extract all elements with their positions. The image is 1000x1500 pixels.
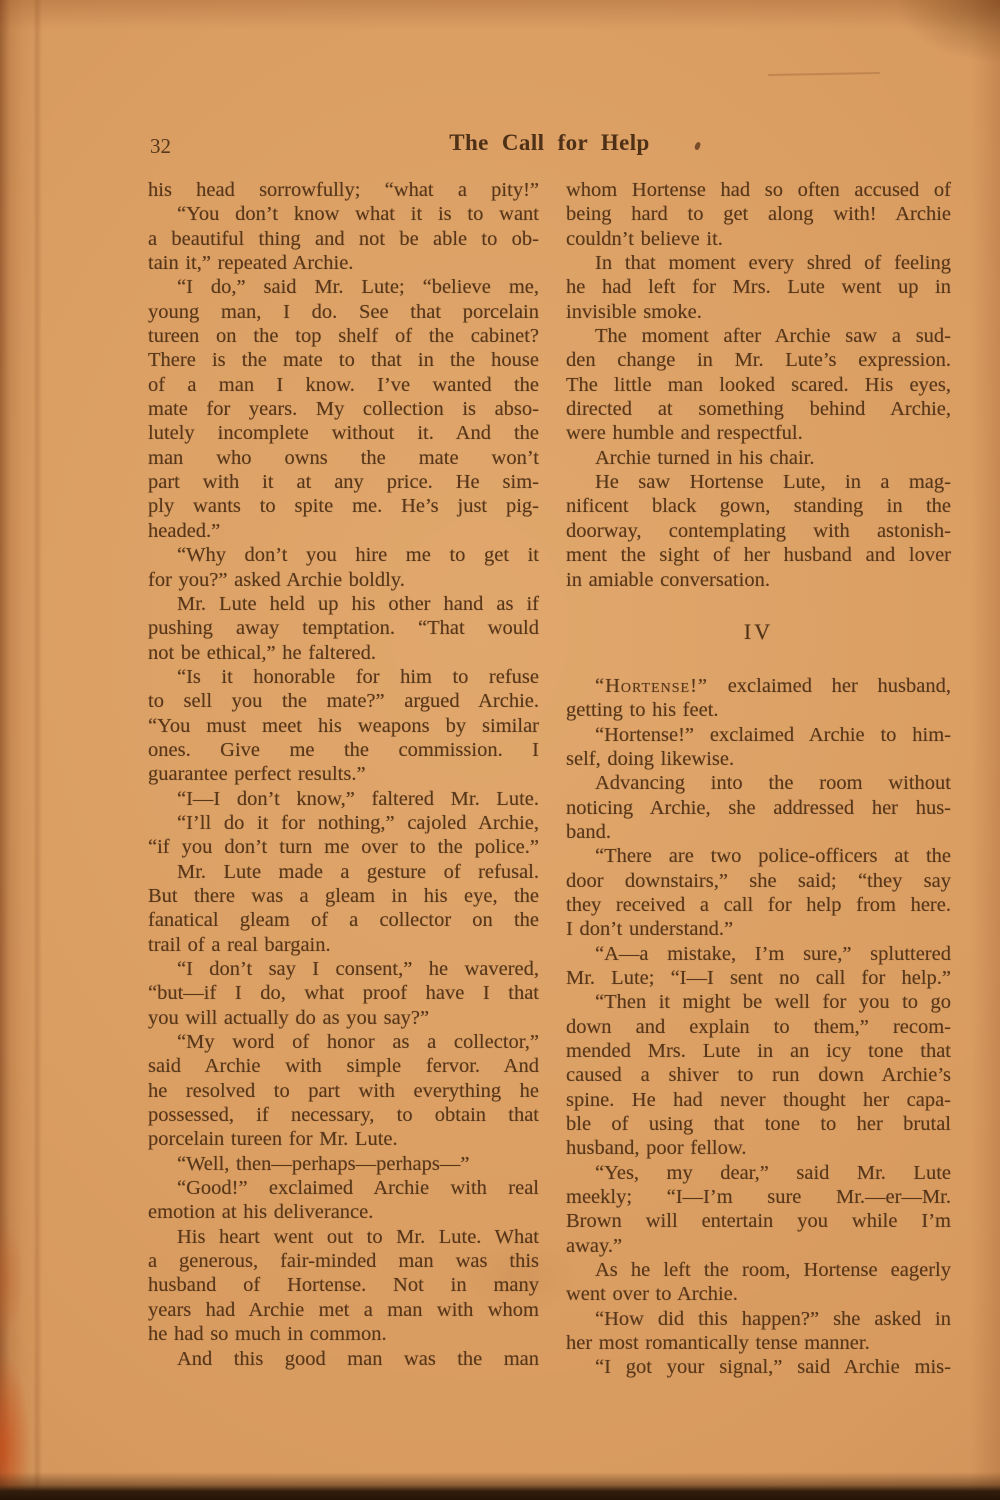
text-line: for you?” asked Archie boldly.: [148, 568, 405, 591]
right-column-bottom: [566, 674, 951, 1380]
text-line: caused a shiver to run down Archie’s: [566, 1064, 951, 1087]
text-line: emotion at his deliverance.: [148, 1201, 374, 1224]
text-line: ones. Give me the commission. I: [148, 738, 539, 761]
text-line: her most romantically tense manner.: [566, 1332, 870, 1355]
paragraph: [566, 723, 951, 772]
text-line: “I—I don’t know,” faltered Mr. Lute.: [177, 787, 539, 810]
text-line: they received a call for help from here.: [566, 893, 951, 916]
paragraph: [566, 674, 951, 723]
text-line: lutely incomplete without it. And the: [148, 422, 539, 445]
paragraph: [566, 1355, 951, 1379]
text-line: band.: [566, 820, 611, 843]
text-line: were humble and respectful.: [566, 422, 803, 445]
paragraph: [148, 592, 539, 665]
text-line: down and explain to them,” recom-: [566, 1015, 951, 1038]
text-line: “You must meet his weapons by similar: [148, 714, 539, 737]
paragraph: [148, 1347, 539, 1371]
text-line: went over to Archie.: [566, 1283, 738, 1306]
paragraph: [148, 202, 539, 275]
text-line: guarantee perfect results.”: [148, 763, 366, 786]
text-line: “I’ll do it for nothing,” cajoled Archie,: [177, 811, 539, 834]
paragraph: [148, 543, 539, 592]
text-line: self, doing likewise.: [566, 747, 735, 770]
paragraph: [148, 1176, 539, 1225]
paragraph: [148, 860, 539, 957]
text-line: of a man I know. I’ve wanted the: [148, 373, 539, 396]
paper-crease: [768, 72, 880, 76]
text-line: nificent black gown, standing in the: [566, 495, 951, 518]
paragraph: [148, 811, 539, 860]
text-line: And this good man was the man: [177, 1347, 539, 1370]
text-line: I don’t understand.”: [566, 918, 734, 941]
text-line: spine. He had never thought her capa-: [566, 1088, 951, 1111]
text-line: husband, poor fellow.: [566, 1137, 747, 1160]
text-line: being hard to get along with! Archie: [566, 203, 951, 226]
text-line: “I don’t say I consent,” he wavered,: [177, 958, 539, 980]
text-line: mate for years. My collection is abso-: [148, 398, 539, 421]
text-line: “Yes, my dear,” said Mr. Lute: [595, 1161, 951, 1184]
text-line: Mr. Lute held up his other hand as if: [177, 592, 539, 615]
page-title: The Call for Help: [449, 130, 650, 155]
section-heading: IV: [743, 618, 774, 644]
text-line: getting to his feet.: [566, 699, 719, 722]
paragraph: [148, 1152, 539, 1176]
text-line: Advancing into the room without: [595, 772, 951, 795]
smallcaps-text: “Hortense!”: [595, 674, 708, 697]
text-line: ment the sight of her husband and lover: [566, 544, 951, 567]
paragraph: [148, 957, 539, 1030]
text-line: “Why don’t you hire me to get it: [177, 544, 539, 567]
text-line: “but—if I do, what proof have I that: [148, 982, 539, 1005]
text-line: “How did this happen?” she asked in: [595, 1307, 951, 1330]
text-line: man who owns the mate won’t: [148, 446, 539, 469]
text-line: you will actually do as you say?”: [148, 1006, 430, 1029]
paragraph: [566, 844, 951, 941]
paragraph: [566, 324, 951, 446]
text-line: his head sorrowfully; “what a pity!”: [148, 179, 539, 201]
text-line: “if you don’t turn me over to the police.”: [148, 836, 539, 859]
text-line: tain it,” repeated Archie.: [148, 252, 354, 275]
paragraph: [148, 1225, 539, 1347]
text-line: ble of using that tone to her brutal: [566, 1113, 951, 1136]
text-line: said Archie with simple fervor. And: [148, 1055, 539, 1078]
paragraph: [148, 665, 539, 787]
paragraph: [566, 470, 951, 592]
text-line: he had so much in common.: [148, 1323, 387, 1346]
text-line: possessed, if necessary, to obtain that: [148, 1104, 539, 1127]
right-column-top: [566, 178, 951, 592]
text-line: years had Archie met a man with whom: [148, 1298, 539, 1321]
text-line: directed at something behind Archie,: [566, 398, 951, 421]
text-line: noticing Archie, she addressed her hus-: [566, 796, 951, 819]
text-line: There is the mate to that in the house: [148, 349, 539, 372]
text-line: “You don’t know what it is to want: [177, 203, 539, 226]
text-line: The little man looked scared. His eyes,: [566, 373, 951, 396]
text-line: “Good!” exclaimed Archie with real: [177, 1177, 539, 1200]
text-line: den change in Mr. Lute’s expression.: [566, 349, 951, 372]
paragraph: [566, 771, 951, 844]
text-line: to sell you the mate?” argued Archie.: [148, 690, 539, 713]
text-line: a generous, fair-minded man was this: [148, 1250, 539, 1273]
text-line: “There are two police-officers at the: [595, 845, 951, 868]
running-header: [148, 130, 951, 158]
text-line: away.”: [566, 1234, 623, 1257]
text-line: pushing away temptation. “That would: [148, 617, 539, 640]
text-line: “I do,” said Mr. Lute; “believe me,: [177, 276, 539, 299]
text-line: couldn’t believe it.: [566, 227, 723, 250]
text-line: As he left the room, Hortense eagerly: [595, 1259, 951, 1282]
paragraph: [566, 990, 951, 1160]
text-line: fanatical gleam of a collector on the: [148, 909, 539, 932]
paragraph: [566, 446, 951, 470]
text-line: In that moment every shred of feeling: [595, 252, 951, 275]
paragraph: [148, 275, 539, 543]
text-line: door downstairs,” she said; “they say: [566, 869, 951, 892]
text-line: His heart went out to Mr. Lute. What: [177, 1225, 539, 1248]
paragraph: [148, 178, 539, 202]
text-line: “A—a mistake, I’m sure,” spluttered: [595, 942, 951, 965]
text-line: invisible smoke.: [566, 300, 702, 323]
text-line: tureen on the top shelf of the cabinet?: [148, 325, 539, 348]
text-line: porcelain tureen for Mr. Lute.: [148, 1128, 398, 1151]
text-line: The moment after Archie saw a sud-: [595, 325, 951, 348]
text-line: doorway, contemplating with astonish-: [566, 519, 951, 542]
paragraph: [566, 1307, 951, 1356]
text-line: a beautiful thing and not be able to ob-: [148, 227, 539, 250]
left-column: [148, 178, 539, 1380]
text-line: “Hortense!” exclaimed her husband,: [595, 674, 951, 697]
paragraph: [566, 1161, 951, 1258]
page-number: 32: [150, 134, 171, 158]
paragraph: [148, 787, 539, 811]
text-line: in amiable conversation.: [566, 568, 770, 591]
text-line: “My word of honor as a collector,”: [177, 1031, 539, 1054]
text-line: headed.”: [148, 519, 221, 542]
text-line: part with it at any price. He sim-: [148, 471, 539, 494]
right-column: [566, 178, 951, 1380]
text-line: trail of a real bargain.: [148, 933, 331, 956]
page-content: [148, 130, 951, 1380]
text-line: “Then it might be well for you to go: [595, 991, 951, 1014]
text-line: “Is it honorable for him to refuse: [177, 665, 539, 688]
paragraph: [566, 1258, 951, 1307]
text-line: he had left for Mrs. Lute went up in: [566, 276, 951, 299]
paragraph: [566, 251, 951, 324]
text-line: husband of Hortense. Not in many: [148, 1274, 539, 1297]
text-line: But there was a gleam in his eye, the: [148, 884, 539, 907]
text-line: Archie turned in his chair.: [595, 446, 815, 469]
paragraph: [148, 1030, 539, 1152]
text-line: Mr. Lute made a gesture of refusal.: [177, 860, 539, 883]
text-line: not be ethical,” he faltered.: [148, 641, 376, 664]
text-line: meekly; “I—I’m sure Mr.—er—Mr.: [566, 1186, 951, 1209]
paragraph: [566, 942, 951, 991]
text-line: Brown will entertain you while I’m: [566, 1210, 951, 1233]
text-columns: [148, 178, 951, 1380]
text-line: young man, I do. See that porcelain: [148, 300, 539, 323]
text-line: mended Mrs. Lute in an icy tone that: [566, 1040, 951, 1062]
text-line: whom Hortense had so often accused of: [566, 179, 951, 201]
text-line: “I got your signal,” said Archie mis-: [595, 1356, 951, 1379]
paragraph: [566, 178, 951, 251]
text-line: “Hortense!” exclaimed Archie to him-: [595, 723, 951, 746]
text-line: he resolved to part with everything he: [148, 1079, 539, 1102]
text-line: “Well, then—perhaps—perhaps—”: [177, 1152, 470, 1175]
text-line: He saw Hortense Lute, in a mag-: [595, 471, 951, 494]
text-line: Mr. Lute; “I—I sent no call for help.”: [566, 966, 951, 989]
text-line: ply wants to spite me. He’s just pig-: [148, 495, 539, 518]
